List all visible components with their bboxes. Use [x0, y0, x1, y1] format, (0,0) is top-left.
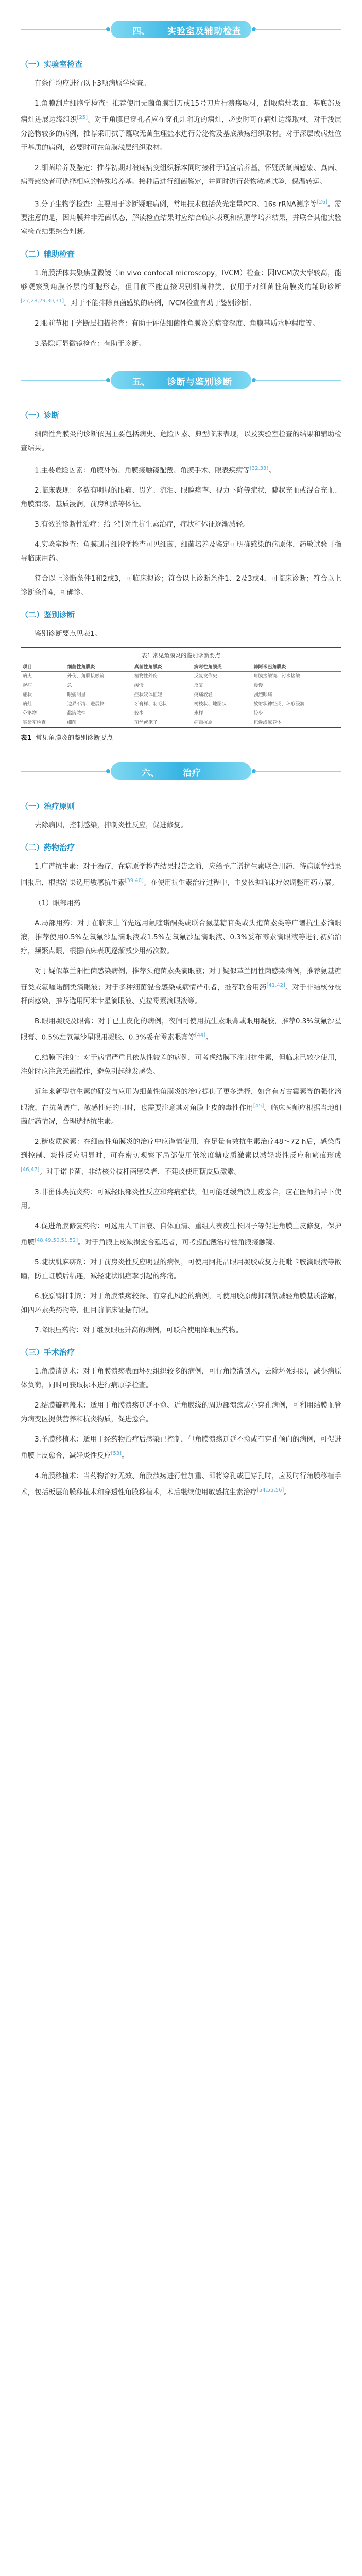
table-cell: 放射状神经炎、环形浸润	[253, 702, 305, 707]
text: 1.角膜刮片细胞学检查：推荐使用无菌角膜刮刀或15号刀片行溃疡取材，刮取病灶表面，基底部及病灶进展边缘组织	[21, 99, 341, 124]
table-cell: 外伤、角膜接触镜	[67, 674, 105, 679]
section-title: 实验室及辅助检查	[167, 26, 242, 37]
banner-dot-left	[106, 769, 110, 773]
text: 对于疑似革兰阳性菌感染病例，推荐头孢菌素类滴眼液；对于疑似革兰阴性菌感染病例，推荐氨基糖苷类或氟喹诺酮类滴眼液；对于多种细菌混合感染或病情严重者，推荐联合用药	[21, 967, 341, 991]
text: 近年来新型抗生素的研发与应用为细菌性角膜炎的治疗提供了更多选择，如含有万古霉素等的强化滴眼液，在抗菌谱广、敏感性好的同时，也需要注意其对角膜上皮的毒性作用	[21, 1087, 341, 1112]
table-row	[21, 718, 341, 727]
table-caption	[21, 733, 341, 742]
paragraph: 符合以上诊断条件1和2或3，可临床拟诊；符合以上诊断条件1、2及3或4，可临床诊断；符合以上诊断条件4，可确诊。	[21, 574, 341, 597]
paragraph: 2.临床表现：多数有明显的眼痛、畏光、流泪、眼睑痉挛、视力下降等症状，睫状充血或混合充血、角膜溃疡、基质浸润，前房积脓等体征。	[21, 486, 341, 509]
paragraph: 2.眼前节相干光断层扫描检查：有助于评估细菌性角膜炎的病变深度、角膜基质水肿程度等。	[35, 319, 319, 328]
table-cell: 树枝状、地图状	[194, 702, 227, 707]
citation-ref[interactable]: [26]	[317, 199, 327, 205]
citation-ref[interactable]: [53]	[111, 1451, 122, 1456]
table-cell: 菌丝或孢子	[134, 720, 158, 725]
paragraph: （1）眼部用药	[35, 899, 81, 907]
text: 。对于角膜上皮缺损愈合延迟者，可考虑配戴治疗性角膜接触镜。	[78, 1238, 280, 1246]
table-row	[21, 690, 341, 700]
paragraph	[21, 1085, 341, 1129]
banner-dot-left	[106, 27, 110, 31]
caption-label: 表1	[21, 734, 32, 741]
paragraph: 3.非甾体类抗炎药：可减轻眼部炎性反应和疼痛症状，但可能延缓角膜上皮愈合，应在医师指导下使用。	[21, 1188, 341, 1210]
paragraph: 鉴别诊断要点见表1。	[35, 630, 102, 638]
text: 。	[205, 1033, 213, 1042]
subheading: （一）诊断	[21, 410, 60, 420]
table-cell: 细菌	[67, 720, 77, 725]
text: 3.羊膜移植术：适用于经药物治疗后感染已控制，但角膜溃疡迁延不愈或有穿孔倾向的病例，可促进角膜上皮愈合，减轻炎性反应	[21, 1435, 341, 1460]
citation-ref[interactable]: [45]	[253, 1103, 264, 1109]
text: 。在使用抗生素治疗过程中，主要依据临床疗效调整用药方案。	[143, 878, 338, 887]
banner-line-right	[255, 380, 341, 381]
caption-text: 常见角膜炎的鉴别诊断要点	[36, 734, 113, 741]
section-number: 五、	[132, 377, 150, 387]
table-cell: 眼痛明显	[67, 692, 86, 698]
text: 。需要注意的是，因角膜并非无菌状态，解读检查结果时应结合临床表现和病原学培养结果，并联合其他实验室检查结果综合判断。	[21, 200, 342, 236]
paragraph	[21, 195, 341, 240]
table-header: 项目	[21, 662, 65, 672]
diagnosis-table	[21, 647, 341, 728]
section-banner-6	[0, 754, 362, 787]
subheading: （二）辅助检查	[21, 249, 75, 259]
subheading: （一）治疗原则	[21, 802, 75, 811]
paragraph: 5.睫状肌麻痹剂：对于前房炎性反应明显的病例，可使用阿托品眼用凝胶或复方托吡卡胺滴眼液等散瞳，防止虹膜后粘连，减轻睫状肌痉挛引起的疼痛。	[21, 1258, 341, 1280]
table-header: 真菌性角膜炎	[132, 662, 192, 672]
text: 3.分子生物学检查：主要用于诊断疑难病例，常用技术包括荧光定量PCR、16s rRNA测序等	[35, 200, 317, 208]
table-cell: 边界不清、进展快	[67, 702, 105, 707]
paragraph: 7.降眼压药物：对于继发眼压升高的病例，可联合使用降眼压药物。	[35, 1326, 243, 1334]
banner-bar	[111, 371, 251, 389]
table-row	[21, 672, 341, 682]
text: 4.促进角膜修复药物：可选用人工泪液、自体血清、重组人表皮生长因子等促进角膜上皮修复，保护角膜	[21, 1222, 341, 1246]
text: B.眼用凝胶及眼膏：对于已上皮化的病例，夜间可使用抗生素眼膏或眼用凝胶，推荐0.3%氧氟沙星眼膏、0.5%左氧氟沙星眼用凝胶、0.3%妥布霉素眼膏等	[21, 1017, 341, 1042]
section-title: 诊断与鉴别诊断	[167, 377, 232, 387]
table-cell: 较少	[134, 711, 144, 716]
paragraph	[21, 1219, 341, 1250]
paragraph: 4.实验室检查：角膜刮片细胞学检查可见细菌，细菌培养及鉴定可明确感染的病原体，药敏试验可指导临床用药。	[21, 540, 341, 563]
citation-ref[interactable]: [27,28,29,30,31]	[21, 298, 64, 304]
text: 。	[122, 1451, 129, 1460]
table-cell: 反复	[194, 683, 203, 688]
table-row	[21, 700, 341, 709]
paragraph	[21, 266, 341, 311]
paragraph: 有条件均应进行以下3项病原学检查。	[35, 79, 150, 88]
section-number: 六、	[142, 768, 159, 778]
table-cell: 角膜接触镜、污水接触	[253, 674, 300, 679]
table-cell: 水样	[194, 711, 203, 716]
banner-line-right	[255, 771, 341, 772]
paragraph	[21, 1014, 341, 1045]
table-header: 棘阿米巴角膜炎	[251, 662, 341, 672]
article-page	[0, 12, 362, 2576]
table	[21, 662, 341, 727]
banner-line-left	[21, 380, 107, 381]
paragraph: 去除病因，控制感染，抑制炎性反应，促进修复。	[35, 821, 187, 829]
text: 。	[268, 466, 275, 474]
banner-dot-left	[106, 378, 110, 382]
table-cell: 分泌物	[23, 711, 37, 716]
subheading: （一）实验室检查	[21, 60, 83, 69]
citation-ref[interactable]: [44]	[195, 1032, 206, 1038]
text: 1.角膜活体共聚焦显微镜（in vivo confocal microscopy，IVCM）检查：因IVCM放大率较高，能够观察到角膜各层的细胞形态，但目前不能直接识别细菌种类，仅用于对细菌性角膜炎的辅助诊断	[21, 269, 341, 291]
section-banner-4	[0, 12, 362, 45]
table-row	[21, 709, 341, 718]
table-cell: 疼痛较轻	[194, 692, 213, 698]
table-header: 细菌性角膜炎	[65, 662, 132, 672]
paragraph	[21, 97, 341, 155]
section-number: 四、	[132, 26, 150, 37]
text: 。对于不能排除真菌感染的病例，IVCM检查有助于鉴别诊断。	[64, 299, 255, 308]
citation-ref[interactable]: [41,42]	[266, 982, 285, 988]
section-title: 治疗	[183, 768, 201, 778]
citation-ref[interactable]: [48,49,50,51,52]	[35, 1237, 78, 1243]
table-cell: 症状	[23, 692, 32, 698]
table-header-row	[21, 662, 341, 672]
paragraph: 细菌性角膜炎的诊断依据主要包括病史、危险因素、典型临床表现，以及实验室检查的结果和辅助检查结果。	[21, 430, 341, 452]
paragraph: 3.有效的诊断性治疗：给予针对性抗生素治疗，症状和体征逐渐减轻。	[35, 520, 250, 529]
paragraph: 3.裂隙灯显微镜检查：有助于诊断。	[35, 339, 146, 348]
paragraph	[21, 1469, 341, 1500]
table-cell: 病毒抗原	[194, 720, 213, 725]
text: 2.糖皮质激素：在细菌性角膜炎的治疗中应谨慎使用，在足量有效抗生素治疗48～72 h后，感染得到控制、炎性反应明显时，可在密切观察下局部使用低浓度糖皮质激素以减轻炎性反应和瘢痕形成	[21, 1138, 341, 1160]
table-cell: 牙膏样、羽毛状	[134, 702, 167, 707]
table-cell: 缓慢	[134, 683, 144, 688]
table-row	[21, 681, 341, 690]
text: 。临床医师应根据当地细菌耐药情况，合理选择抗生素。	[21, 1104, 342, 1126]
paragraph: A.局部用药：对于在临床上首先选用氟喹诺酮类或联合氨基糖苷类或头孢菌素类等广谱抗生素滴眼液，推荐使用0.5%左氧氟沙星滴眼液或1.5%左氧氟沙星滴眼液、0.3%妥布霉素滴眼液等进行初始治疗，频繁点眼，根据临床表现逐渐减少用药次数。	[21, 919, 341, 955]
text: 。	[284, 1488, 291, 1496]
paragraph	[21, 462, 341, 478]
table-cell: 缓慢	[253, 683, 263, 688]
paragraph	[21, 1433, 341, 1463]
banner-line-left	[21, 29, 107, 30]
text: 4.角膜移植术：当药物治疗无效、角膜溃疡进行性加重、即将穿孔或已穿孔时，应及时行角膜移植手术，包括板层角膜移植术和穿透性角膜移植术，术后继续使用敏感抗生素治疗	[21, 1471, 341, 1496]
table-cell: 反复发作史	[194, 674, 217, 679]
banner-line-right	[255, 29, 341, 30]
table-cell: 黏液脓性	[67, 711, 86, 716]
paragraph	[21, 1135, 341, 1179]
table-title: 表1 常见角膜炎的鉴别诊断要点	[141, 652, 221, 659]
citation-ref[interactable]: [54,55,56]	[257, 1487, 284, 1493]
text: 。对于诺卡菌、非结核分枝杆菌感染者，不建议使用糖皮质激素。	[39, 1167, 241, 1176]
paragraph: 6.胶原酶抑制剂：对于角膜溃疡较深、有穿孔风险的病例，可使用胶原酶抑制剂减轻角膜基质溶解，如四环素类药物等，但目前临床证据有限。	[21, 1292, 341, 1314]
table-cell: 较少	[253, 711, 263, 716]
subheading: （二）鉴别诊断	[21, 610, 75, 619]
paragraph: C.结膜下注射：对于病情严重且依从性较差的病例，可考虑结膜下注射抗生素，但临床已较少使用，注射时应注意无菌操作，避免引起继发感染。	[21, 1053, 341, 1076]
subheading: （二）药物治疗	[21, 843, 75, 852]
citation-ref[interactable]: [25]	[77, 115, 88, 121]
citation-ref[interactable]: [46,47]	[21, 1167, 40, 1173]
paragraph: 1.角膜清创术：对于角膜溃疡表面坏死组织较多的病例，可行角膜清创术，去除坏死组织，减少病原体负荷，同时可获取标本进行病原学检查。	[21, 1367, 341, 1389]
section-banner-5	[0, 363, 362, 396]
paragraph: 2.细菌培养及鉴定：推荐初期对溃疡病变组织标本同时接种于适宜培养基，怀疑厌氧菌感染、真菌、病毒感染者可选择相应的特殊培养基。接种后进行细菌鉴定，并同时进行药物敏感试验，保温转运。	[21, 163, 341, 186]
banner-line-left	[21, 771, 107, 772]
table-cell: 实验室检查	[23, 720, 46, 725]
banner-bar	[111, 762, 251, 780]
table-cell: 植物性外伤	[134, 674, 158, 679]
paragraph: 2.结膜瓣遮盖术：适用于角膜溃疡迁延不愈、近角膜缘的周边部溃疡或小穿孔病例，可利用结膜血管为病变区提供营养和抗炎物质，促进愈合。	[21, 1401, 341, 1423]
paragraph	[21, 860, 341, 890]
text: 。对于角膜已穿孔者应在穿孔灶附近的病灶，必要时可在病灶边缘取材。对于浅层分泌物较多的病例，推荐采用拭子蘸取无菌生理盐水进行分泌物及基底溃疡组织取材。对于深层或病灶位于基质的病例，必要时可在角膜浅层组织取材。	[21, 115, 342, 152]
citation-ref[interactable]: [39,40]	[125, 878, 144, 884]
paragraph	[21, 964, 341, 1009]
banner-bar	[111, 21, 251, 38]
table-header: 病毒性角膜炎	[192, 662, 252, 672]
table-cell: 症状较体征轻	[134, 692, 162, 698]
text: 1.主要危险因素：角膜外伤、角膜接触镜配戴、角膜手术、眼表疾病等	[35, 466, 250, 474]
citation-ref[interactable]: [32,33]	[249, 465, 269, 471]
text: 1.广谱抗生素：对于治疗，在病原学检查结果报告之前，应给予广谱抗生素联合用药，待病原学结果回报后，根据结果选用敏感抗生素	[21, 862, 341, 887]
table-cell: 急	[67, 683, 72, 688]
table-cell: 病史	[23, 674, 32, 679]
table-cell: 剧烈眼痛	[253, 692, 272, 698]
table-cell: 病灶	[23, 702, 32, 707]
text: 。对于非结核分枝杆菌感染，推荐选用阿米卡星滴眼液、克拉霉素滴眼液等。	[21, 983, 342, 1005]
table-cell: 起病	[23, 683, 32, 688]
subheading: （三）手术治疗	[21, 1348, 75, 1357]
table-cell: 包囊或滋养体	[253, 720, 282, 725]
